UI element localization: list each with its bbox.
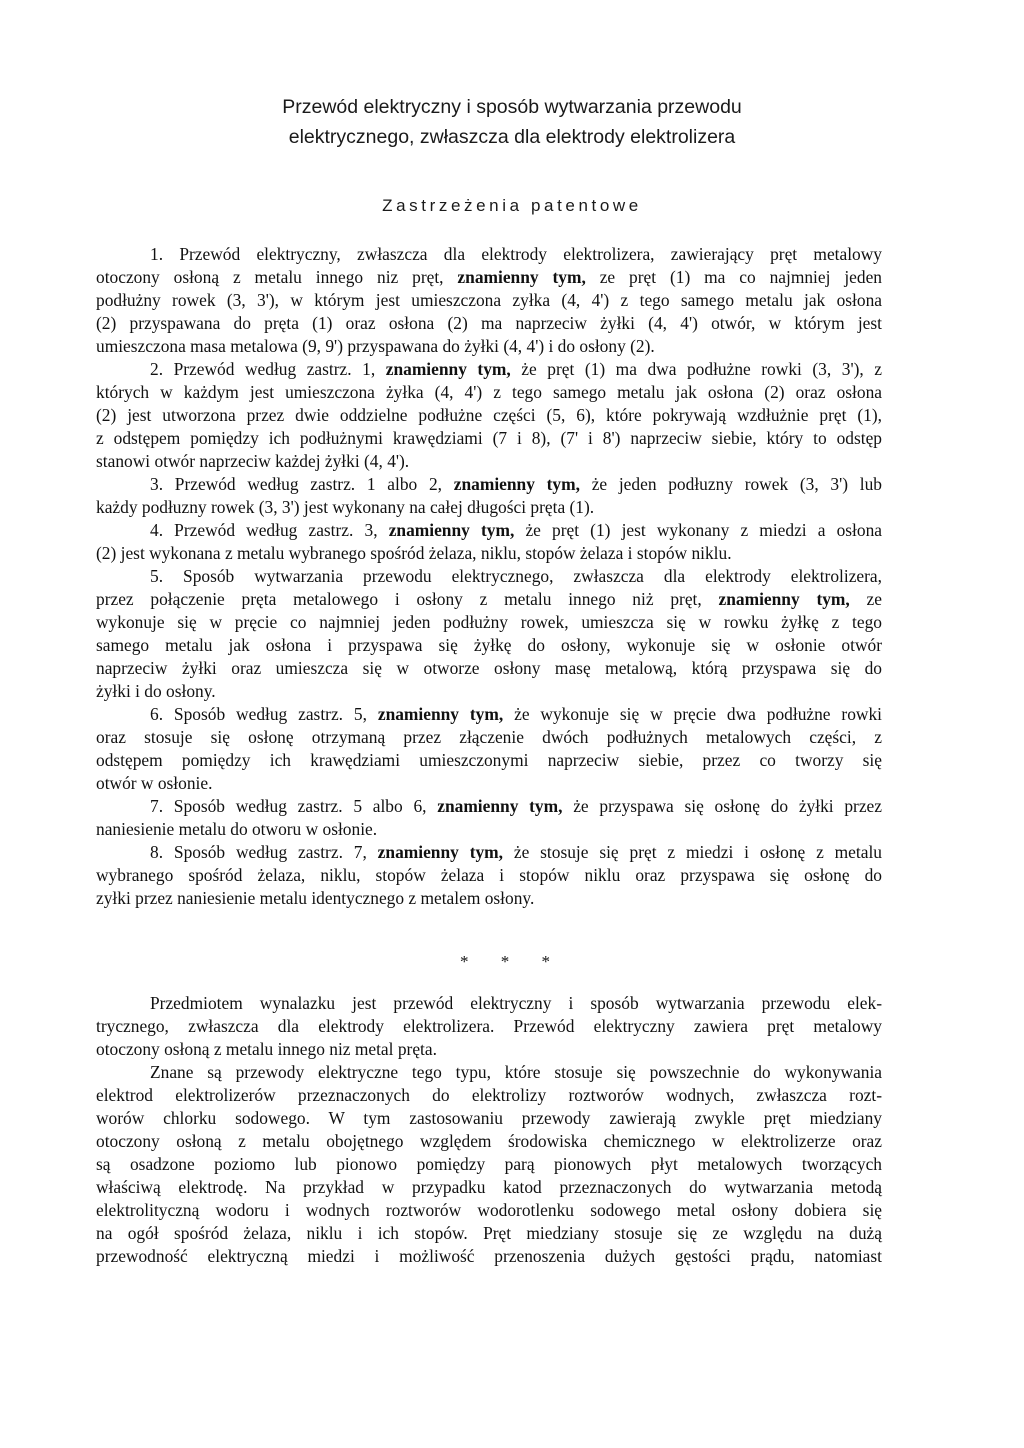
description-line — [96, 1153, 882, 1176]
section-separator: * * * — [460, 952, 564, 971]
claims-line — [96, 381, 882, 404]
line-text: otwór w osłonie. — [96, 773, 213, 793]
line-text: 8. Sposób według zastrz. 7, — [150, 842, 378, 862]
line-text: że pręt (1) jest wykonany z miedzi a osłona — [514, 520, 882, 540]
line-text: trycznego, zwłaszcza dla elektrody elektrolizera. Przewód elektryczny zawiera pręt metalowy — [96, 1016, 882, 1036]
line-text: otoczony osłoną z metalu obojętnego względem środowiska chemicznego w elektrolizerze oraz — [96, 1131, 882, 1151]
line-text: że pręt (1) ma dwa podłużne rowki (3, 3'), z — [510, 359, 882, 379]
line-text: odstępem pomiędzy ich krawędziami umieszczonymi naprzeciw siebie, przez co tworzy się — [96, 750, 882, 770]
claims-line — [96, 404, 882, 427]
claims-line — [96, 795, 882, 818]
claims-line — [96, 726, 882, 749]
line-text: wykonuje się w pręcie co najmniej jeden podłużny rowek, umieszcza się w rowku żyłkę z tego — [96, 612, 882, 632]
line-text: otoczony osłoną z metalu innego niz metal pręta. — [96, 1039, 437, 1059]
description-line — [96, 1176, 882, 1199]
line-text: przewodność elektryczną miedzi i możliwość przenoszenia dużych gęstości prądu, natomiast — [96, 1246, 882, 1266]
line-text: że jeden podłuzny rowek (3, 3') lub — [579, 474, 882, 494]
line-text: elektrod elektrolizerów przeznaczonych do elektrolizy roztworów wodnych, zwłaszcza rozt- — [96, 1085, 882, 1105]
line-text: otoczony osłoną z metalu innego niz pręt, — [96, 267, 458, 287]
claims-line — [96, 496, 882, 519]
line-text: 1. Przewód elektryczny, zwłaszcza dla elektrody elektrolizera, zawierający pręt metalowy — [150, 244, 882, 264]
claims-line — [96, 289, 882, 312]
line-text: z odstępem pomiędzy ich podłużnymi krawędziami (7 i 8), (7' i 8') naprzeciw siebie, który to odstęp — [96, 428, 882, 448]
line-text: 6. Sposób według zastrz. 5, — [150, 704, 378, 724]
description-line — [96, 1015, 882, 1038]
document-title — [0, 92, 1024, 152]
emphasis-text: znamienny tym, — [385, 359, 511, 379]
claims-line — [96, 772, 882, 795]
claims-line — [96, 703, 882, 726]
line-text: samego metalu jak osłona i przyspawa się żyłkę do osłony, wykonuje się w osłonie otwór — [96, 635, 882, 655]
description-line — [96, 1130, 882, 1153]
description-line — [96, 1038, 882, 1061]
claims-line — [96, 680, 882, 703]
line-text: oraz stosuje się osłonę otrzymaną przez złączenie dwóch podłużnych metalowych części, z — [96, 727, 882, 747]
claims-line — [96, 588, 882, 611]
claims-line — [96, 519, 882, 542]
line-text: elektrolityczną wodoru i wodnych roztworów wodorotlenku sodowego metal osłony dobiera się — [96, 1200, 882, 1220]
description-line — [96, 992, 882, 1015]
claims-line — [96, 243, 882, 266]
claims-line — [96, 818, 882, 841]
claims-line — [96, 312, 882, 335]
line-text: ze pręt (1) ma co najmniej jeden — [585, 267, 882, 287]
line-text: ze — [849, 589, 882, 609]
claims-line — [96, 611, 882, 634]
title-line: elektrycznego, zwłaszcza dla elektrody elektrolizera — [288, 126, 736, 148]
line-text: 2. Przewód według zastrz. 1, — [150, 359, 386, 379]
line-text: umieszczona masa metalowa (9, 9') przyspawana do żyłki (4, 4') i do osłony (2). — [96, 336, 655, 356]
line-text: zyłki przez naniesienie metalu identycznego z metalem osłony. — [96, 888, 535, 908]
line-text: są osadzone poziomo lub pionowo pomiędzy parą pionowych płyt metalowych tworzących — [96, 1154, 882, 1174]
claims-line — [96, 358, 882, 381]
line-text: Przedmiotem wynalazku jest przewód elektryczny i sposób wytwarzania przewodu elek- — [150, 993, 882, 1013]
line-text: 5. Sposób wytwarzania przewodu elektrycznego, zwłaszcza dla elektrody elektrolizera, — [150, 566, 882, 586]
line-text: worów chlorku sodowego. W tym zastosowaniu przewody zawierają zwykle pręt miedziany — [96, 1108, 882, 1128]
description-line — [96, 1245, 882, 1268]
description-line — [96, 1107, 882, 1130]
line-text: właściwą elektrodę. Na przykład w przypadku katod przeznaczonych do wytwarzania metodą — [96, 1177, 882, 1197]
line-text: 4. Przewód według zastrz. 3, — [150, 520, 389, 540]
claims-line — [96, 450, 882, 473]
description-section — [96, 992, 882, 1268]
claims-line — [96, 542, 882, 565]
line-text: 3. Przewód według zastrz. 1 albo 2, — [150, 474, 454, 494]
line-text: żyłki i do osłony. — [96, 681, 216, 701]
claims-line — [96, 427, 882, 450]
emphasis-text: znamienny tym, — [377, 704, 504, 724]
line-text: 7. Sposób według zastrz. 5 albo 6, — [150, 796, 438, 816]
claims-line — [96, 335, 882, 358]
line-text: że wykonuje się w pręcie dwa podłużne rowki — [503, 704, 882, 724]
line-text: że stosuje się pręt z miedzi i osłonę z metalu — [503, 842, 882, 862]
description-line — [96, 1061, 882, 1084]
claims-line — [96, 841, 882, 864]
line-text: naniesienie metalu do otworu w osłonie. — [96, 819, 378, 839]
description-line — [96, 1084, 882, 1107]
line-text: naprzeciw żyłki oraz umieszcza się w otworze osłony masę metalową, którą przyspawa się do — [96, 658, 882, 678]
line-text: (2) jest utworzona przez dwie oddzielne podłużne części (5, 6), które pokrywają wzdłużnie pręt (1), — [96, 405, 882, 425]
emphasis-text: znamienny tym, — [437, 796, 563, 816]
claims-line — [96, 565, 882, 588]
claims-line — [96, 887, 882, 910]
line-text: podłużny rowek (3, 3'), w którym jest umieszczona zyłka (4, 4') z tego samego metalu jak osłona — [96, 290, 882, 310]
description-line — [96, 1199, 882, 1222]
claims-line — [96, 473, 882, 496]
line-text: (2) przyspawana do pręta (1) oraz osłona (2) ma naprzeciw żyłki (4, 4') otwór, w którym jest — [96, 313, 882, 333]
emphasis-text: znamienny tym, — [453, 474, 580, 494]
line-text: każdy podłuzny rowek (3, 3') jest wykonany na całej długości pręta (1). — [96, 497, 595, 517]
emphasis-text: znamienny tym, — [388, 520, 515, 540]
claims-heading: Zastrzeżenia patentowe — [382, 196, 642, 215]
claims-line — [96, 634, 882, 657]
line-text: których w każdym jest umieszczona żyłka (4, 4') z tego samego metalu jak osłona (2) oraz osłona — [96, 382, 882, 402]
emphasis-text: znamienny tym, — [718, 589, 850, 609]
line-text: na ogół spośród żelaza, niklu i ich stopów. Pręt miedziany stosuje się ze względu na dużą — [96, 1223, 882, 1243]
line-text: że przyspawa się osłonę do żyłki przez — [562, 796, 882, 816]
claims-line — [96, 749, 882, 772]
claims-line — [96, 864, 882, 887]
emphasis-text: znamienny tym, — [377, 842, 504, 862]
claims-line — [96, 657, 882, 680]
claims-line — [96, 266, 882, 289]
line-text: przez połączenie pręta metalowego i osłony z metalu innego niż pręt, — [96, 589, 719, 609]
description-line — [96, 1222, 882, 1245]
claims-section — [96, 243, 882, 910]
line-text: Znane są przewody elektryczne tego typu, które stosuje się powszechnie do wykonywania — [150, 1062, 882, 1082]
line-text: (2) jest wykonana z metalu wybranego spośród żelaza, niklu, stopów żelaza i stopów niklu. — [96, 543, 732, 563]
title-line: Przewód elektryczny i sposób wytwarzania przewodu — [282, 96, 742, 118]
line-text: stanowi otwór naprzeciw każdej żyłki (4, 4'). — [96, 451, 410, 471]
emphasis-text: znamienny tym, — [457, 267, 586, 287]
line-text: wybranego spośród żelaza, niklu, stopów żelaza i stopów niklu oraz przyspawa się osłonę do — [96, 865, 882, 885]
